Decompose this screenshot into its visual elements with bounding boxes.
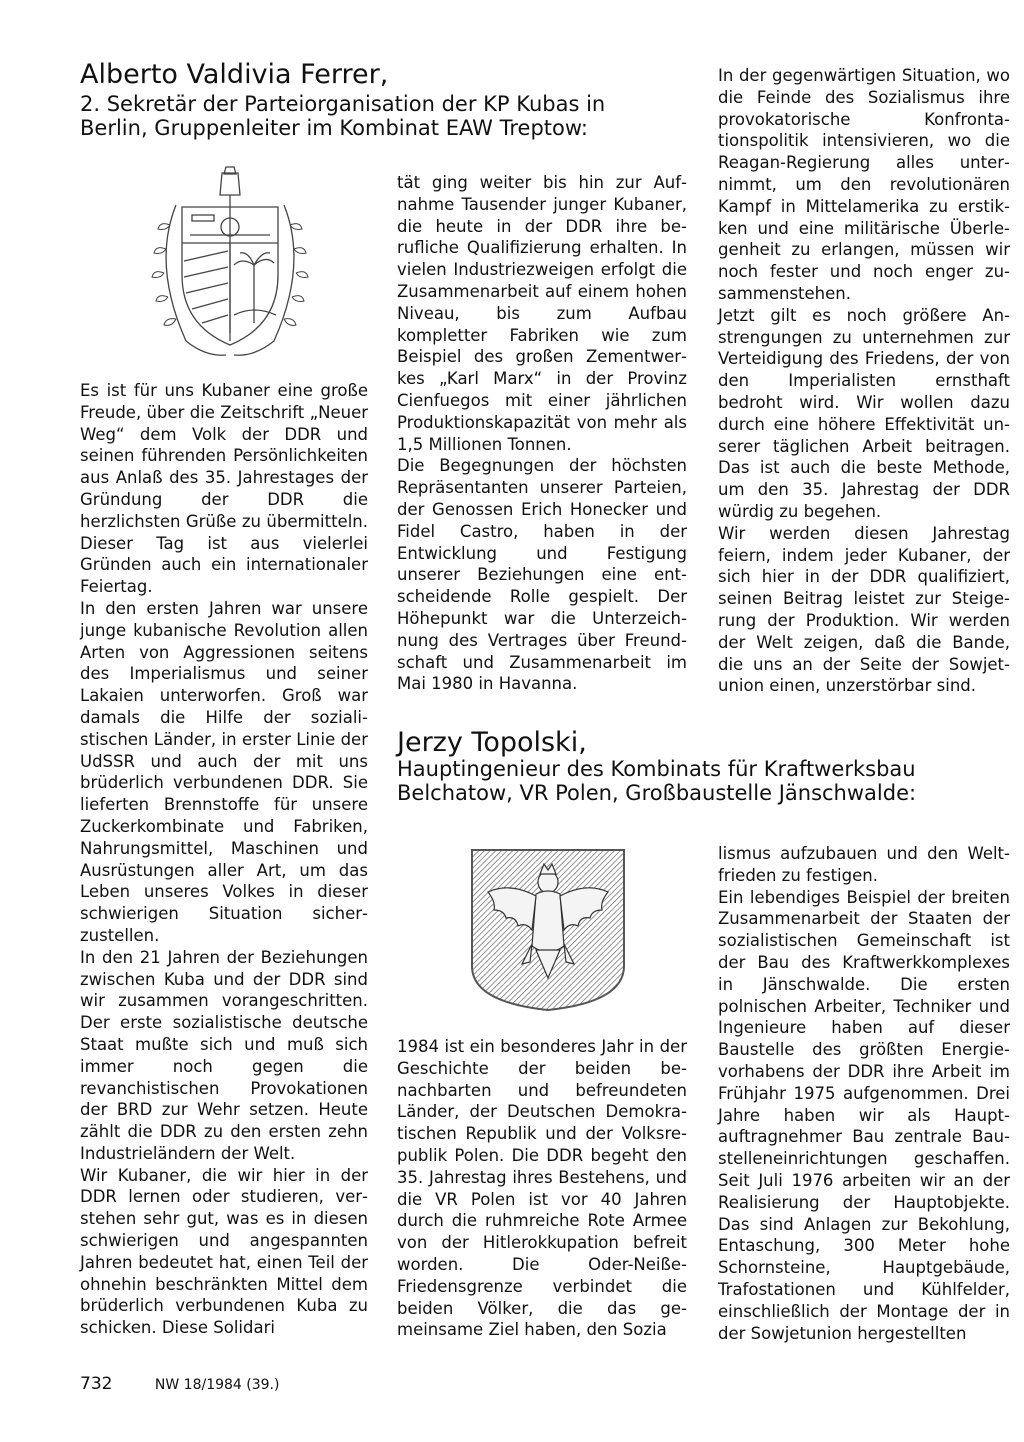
article1-column-1 bbox=[80, 380, 368, 1339]
paragraph: In den 21 Jahren der Beziehungen zwischen Kuba und der DDR sind wir zusammen vorangeschritten. Der erste sozialistische deutsche Staat mußte sich und muß sich immer noch gegen die revanchistischen Provokationen der BRD zur Wehr setzen. Heute zählt die DDR zu den ersten zehn Industrieländern der Welt. bbox=[80, 947, 368, 1163]
paragraph: In der gegenwärtigen Situation, wo die Feinde des Sozialismus ihre provokatorische Konfrontationspolitik intensivieren, wo die Reagan-Regierung alles unternimmt, um den revolutionären Kampf in Mittelamerika zu erstikken und eine militärische Überlegenheit zu erlangen, müssen wir noch fester und noch enger zusammenstehen. bbox=[718, 66, 1010, 303]
paragraph: Die Begegnungen der höchsten Repräsentanten unserer Parteien, der Genossen Erich Honecker und Fidel Castro, haben in der Entwicklung und Festigung unserer Beziehungen eine entscheidende Rolle gespielt. Der Höhepunkt war die Unterzeichnung des Vertrages über Freundschaft und Zusammenarbeit im Mai 1980 in Havanna. bbox=[397, 456, 687, 694]
paragraph: Wir werden diesen Jahrestag feiern, indem jeder Kubaner, der sich hier in der DDR qualifiziert, seinen Beitrag leistet zur Steigerung der Produktion. Wir werden der Welt zeigen, daß die Bande, die uns an der Seite der Sowjetunion einen, unzerstörbar sind. bbox=[718, 523, 1010, 696]
article2-author-name: Jerzy Topolski, bbox=[397, 727, 587, 758]
article2-column-2 bbox=[397, 1036, 687, 1341]
page-number: 732 bbox=[80, 1374, 113, 1394]
paragraph: tät ging weiter bis hin zur Aufnahme Tausender junger Kubaner, die heute in der DDR ihre berufliche Qualifizierung erhalten. In vielen Industriezweigen erfolgt die Zusammenarbeit auf einem hohen Niveau, bis zum Aufbau kompletter Fabriken wie zum Beispiel des großen Zementwerkes „Karl Marx“ in der Provinz Cienfuegos mit einer jährlichen Produktionskapazität von mehr als 1,5 Millionen Tonnen. bbox=[397, 173, 687, 454]
polish-eagle-emblem-icon bbox=[466, 846, 630, 1014]
article2-column-3 bbox=[718, 843, 1010, 1344]
paragraph: 1984 ist ein besonderes Jahr in der Geschichte der beiden benachbarten und befreundeten Länder, der Deutschen Demokratischen Republik und der Volksrepublik Polen. Die DDR begeht den 35. Jahrestag ihres Bestehens, und die VR Polen ist vor 40 Jahren durch die ruhmreiche Rote Armee von der Hitlerokkupation befreit worden. Die Oder-Neiße-Friedensgrenze verbindet die beiden Völker, die das gemeinsame Ziel haben, den Sozia bbox=[397, 1037, 687, 1340]
article2-role-line: Hauptingenieur des Kombinats für Kraftwerksbau bbox=[397, 757, 916, 781]
paragraph: Es ist für uns Kubaner eine große Freude, über die Zeitschrift „Neuer Weg“ dem Volk der DDR und seinen führenden Persönlichkeiten aus Anlaß des 35. Jahrestages der Gründung der DDR die herzlichsten Grüße zu übermitteln. Dieser Tag ist aus vielerlei Gründen auch ein internationaler Feiertag. bbox=[80, 381, 368, 597]
paragraph: Wir Kubaner, die wir hier in der DDR lernen oder studieren, verstehen sehr gut, was es in diesen schwierigen und angespannten Jahren bedeutet hat, einen Teil der ohnehin beschränkten Mittel dem brüderlich verbundenen Kuba zu schicken. Diese Solidari bbox=[80, 1165, 368, 1338]
article1-author-name: Alberto Valdivia Ferrer, bbox=[80, 59, 389, 90]
paragraph: Jetzt gilt es noch größere Anstrengungen zu unternehmen zur Verteidigung des Friedens, der von den Imperialisten ernsthaft bedroht wird. Wir wollen dazu durch eine höhere Effektivität unserer täglichen Arbeit beitragen. Das ist auch die beste Methode, um den 35. Jahrestag der DDR würdig zu begehen. bbox=[718, 305, 1010, 521]
paragraph: Ein lebendiges Beispiel der breiten Zusammenarbeit der Staaten der sozialistischen Gemeinschaft ist der Bau des Kraftwerkkomplexes in Jänschwalde. Die ersten polnischen Arbeiter, Techniker und Ingenieure haben auf dieser Baustelle des größten Energievorhabens der DDR ihre Arbeit im Frühjahr 1975 aufgenommen. Drei Jahre haben wir als Hauptauftragnehmer Bau zentrale Baustelleneinrichtungen geschaffen. Seit Juli 1976 arbeiten wir an der Realisierung der Hauptobjekte. Das sind Anlagen zur Bekohlung, Entaschung, 300 Meter hohe Schornsteine, Hauptgebäude, Trafostationen und Kühlfelder, einschließlich der Montage der in der Sowjetunion hergestellten bbox=[718, 887, 1010, 1343]
article1-role-line: 2. Sekretär der Parteiorganisation der KP Kubas in bbox=[80, 92, 606, 116]
cuba-coat-of-arms-icon bbox=[130, 165, 330, 365]
paragraph: lismus aufzubauen und den Weltfrieden zu festigen. bbox=[718, 844, 1010, 885]
article2-author-role bbox=[397, 757, 916, 805]
article1-column-2 bbox=[397, 172, 687, 695]
issue-label: NW 18/1984 (39.) bbox=[154, 1377, 280, 1393]
article1-column-3 bbox=[718, 65, 1010, 697]
page-footer bbox=[80, 1374, 279, 1394]
article2-role-line: Belchatow, VR Polen, Großbaustelle Jänschwalde: bbox=[397, 781, 917, 805]
paragraph: In den ersten Jahren war unsere junge kubanische Revolution allen Arten von Aggressionen seitens des Imperialismus und seiner Lakaien unterworfen. Groß war damals die Hilfe der sozialistischen Länder, in erster Linie der UdSSR und auch der mit uns brüderlich verbundenen DDR. Sie lieferten Brennstoffe für unsere Zuckerkombinate und Fabriken, Nahrungsmittel, Maschinen und Ausrüstungen aller Art, um das Leben unseres Volkes in dieser schwierigen Situation sicherzustellen. bbox=[80, 598, 368, 945]
article1-role-line: Berlin, Gruppenleiter im Kombinat EAW Treptow: bbox=[80, 116, 588, 140]
article1-author-role bbox=[80, 92, 605, 140]
